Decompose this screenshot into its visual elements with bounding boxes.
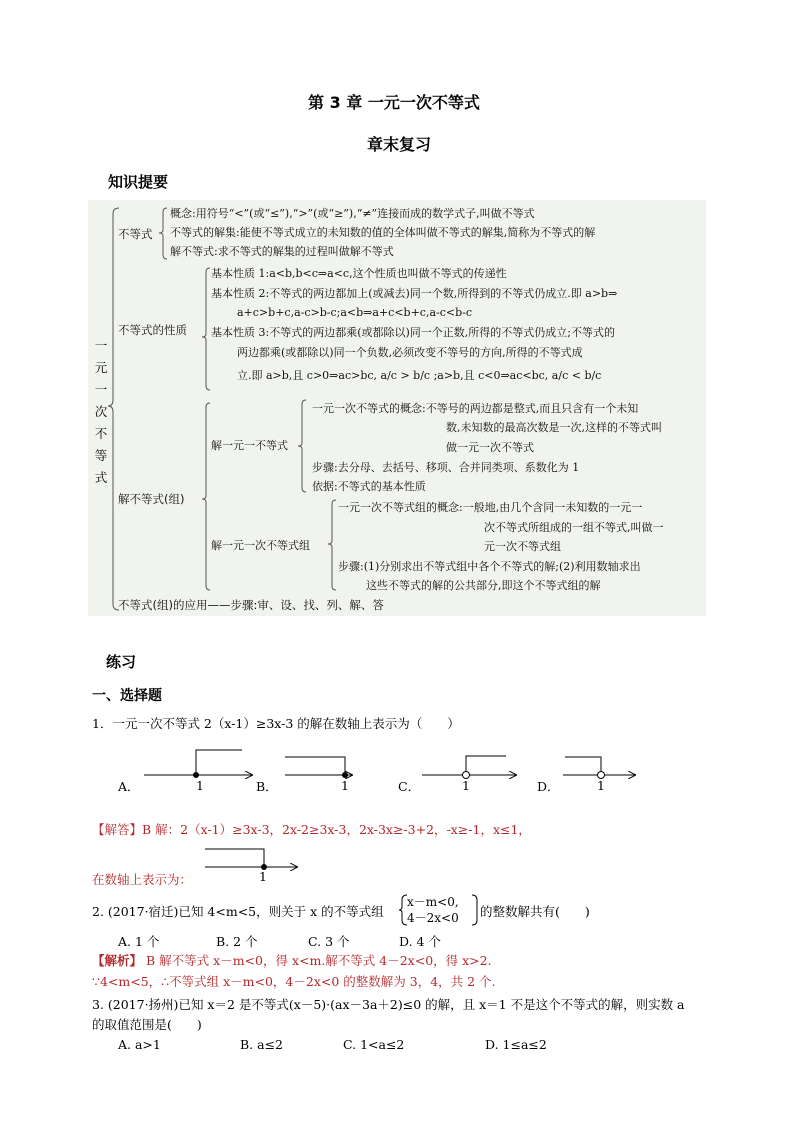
q2-system-line1: x－m<0, [407, 895, 459, 909]
node-inequality-concept: 概念:用符号“<”(或“≤”),“>”(或“≥”),“≠”连接而成的数学式子,叫做不等式 [170, 207, 535, 220]
linear-steps: 步骤:去分母、去括号、移项、合并同类项、系数化为 1 [312, 461, 580, 474]
q1-option-a: A． [118, 779, 140, 794]
linear-concept-2: 数,未知数的最高次数是一次,这样的不等式叫 [446, 421, 662, 434]
property-3-cont: 两边都乘(或都除以)同一个负数,必须改变不等号的方向,所得的不等式成 [237, 346, 583, 359]
q1-answer: 【解答】B 解：2（x-1）≥3x-3，2x-2≥3x-3，2x-3x≥-3+2，-x≥-1，x≤1， [92, 822, 531, 837]
property-1: 基本性质 1:a<b,b<c⇒a<c,这个性质也叫做不等式的传递性 [211, 267, 507, 280]
q2-answer-line1 [92, 951, 492, 969]
property-2-formula: a+c>b+c,a-c>b-c;a<b⇒a+c<b+c,a-c<b-c [237, 306, 473, 319]
node-solve-linear: 解一元一不等式 [211, 439, 288, 452]
node-solve-inequality: 解不等式:求不等式的解集的过程叫做解不等式 [170, 245, 394, 258]
chapter-title: 第 3 章 一元一次不等式 [308, 93, 480, 112]
node-application: 不等式(组)的应用——步骤:审、设、找、列、解、答 [118, 598, 384, 612]
q3-option-b: B. a≤2 [240, 1037, 284, 1052]
system-steps-1: 步骤:(1)分别求出不等式组中各个不等式的解;(2)利用数轴求出 [338, 560, 641, 573]
knowledge-heading: 知识提要 [108, 173, 169, 191]
q2-stem-b: 的整数解共有( ) [480, 904, 590, 919]
q1-option-d: D． [537, 779, 560, 794]
q3-option-d: D. 1≤a≤2 [485, 1037, 547, 1052]
q2-option-b: B. 2 个 [216, 934, 258, 949]
q1-answer-line2: 在数轴上表示为： [92, 872, 193, 887]
vertical-topic-title: 一元一次不等式 [94, 338, 108, 485]
q3-option-c: C. 1<a≤2 [343, 1037, 405, 1052]
q1-c-tick: 1 [462, 778, 470, 793]
property-3: 基本性质 3:不等式的两边都乘(或都除以)同一个正数,所得的不等式仍成立;不等式的 [211, 326, 615, 339]
q1-a-tick: 1 [196, 778, 204, 793]
q1-stem: 1．一元一次不等式 2（x-1）≥3x-3 的解在数轴上表示为（ ） [92, 716, 460, 731]
q3-option-a: A. a>1 [118, 1037, 161, 1052]
q2-stem-a: 2. (2017·宿迁)已知 4<m<5，则关于 x 的不等式组 [92, 904, 384, 919]
q1-d-tick: 1 [597, 778, 605, 793]
node-solve-system: 解一元一次不等式组 [211, 539, 310, 552]
q2-answer-line2: ∵4<m<5，∴不等式组 x－m<0，4－2x<0 的整数解为 3，4，共 2 个. [92, 974, 496, 989]
linear-basis: 依据:不等式的基本性质 [312, 480, 426, 493]
q2-option-d: D. 4 个 [399, 934, 441, 949]
node-properties: 不等式的性质 [118, 323, 187, 337]
linear-concept-1: 一元一次不等式的概念:不等号的两边都是整式,而且只含有一个未知 [312, 402, 639, 415]
q2-answer-letter: B [146, 953, 156, 968]
q1-b-tick: 1 [341, 778, 349, 793]
system-concept-2: 次不等式所组成的一组不等式,叫做一 [484, 521, 664, 534]
practice-heading: 练习 [106, 653, 137, 671]
chapter-subtitle: 章末复习 [367, 135, 432, 154]
system-concept-3: 元一次不等式组 [484, 540, 561, 553]
q3-stem-line2: 的取值范围是( ) [92, 1017, 202, 1032]
q2-answer-label: 【解析】 [92, 953, 143, 968]
q2-option-c: C. 3 个 [308, 934, 350, 949]
node-inequality-solution-set: 不等式的解集:能使不等式成立的未知数的值的全体叫做不等式的解集,简称为不等式的解 [170, 226, 596, 239]
q1-answer-tick: 1 [259, 869, 267, 884]
property-3-formula: 立.即 a>b,且 c>0⇒ac>bc, a/c > b/c ;a>b,且 c<0⇒ac<bc, a/c < b/c [237, 369, 602, 382]
choice-heading: 一、选择题 [92, 688, 162, 704]
q2-system-line2: 4－2x<0 [407, 911, 459, 925]
q1-option-b: B． [256, 779, 278, 794]
property-2: 基本性质 2:不等式的两边都加上(或减去)同一个数,所得到的不等式仍成立.即 a>b⇒ [211, 287, 618, 300]
system-concept-1: 一元一次不等式组的概念:一般地,由几个含同一未知数的一元一 [338, 501, 643, 514]
q1-option-c: C． [398, 779, 421, 794]
q2-option-a: A. 1 个 [118, 934, 160, 949]
node-inequality: 不等式 [118, 227, 153, 241]
system-steps-2: 这些不等式的解的公共部分,即这个不等式组的解 [366, 579, 601, 592]
q2-system-brace-right [470, 894, 480, 926]
linear-concept-3: 做一元一次不等式 [446, 441, 534, 454]
q2-answer-text1: 解不等式 x－m<0，得 x<m.解不等式 4－2x<0，得 x>2. [159, 953, 492, 968]
node-solve: 解不等式(组) [118, 492, 185, 506]
q3-stem-line1: 3. (2017·扬州)已知 x＝2 是不等式(x－5)·(ax－3a＋2)≤0 的解，且 x＝1 不是这个不等式的解，则实数 a [92, 997, 685, 1012]
